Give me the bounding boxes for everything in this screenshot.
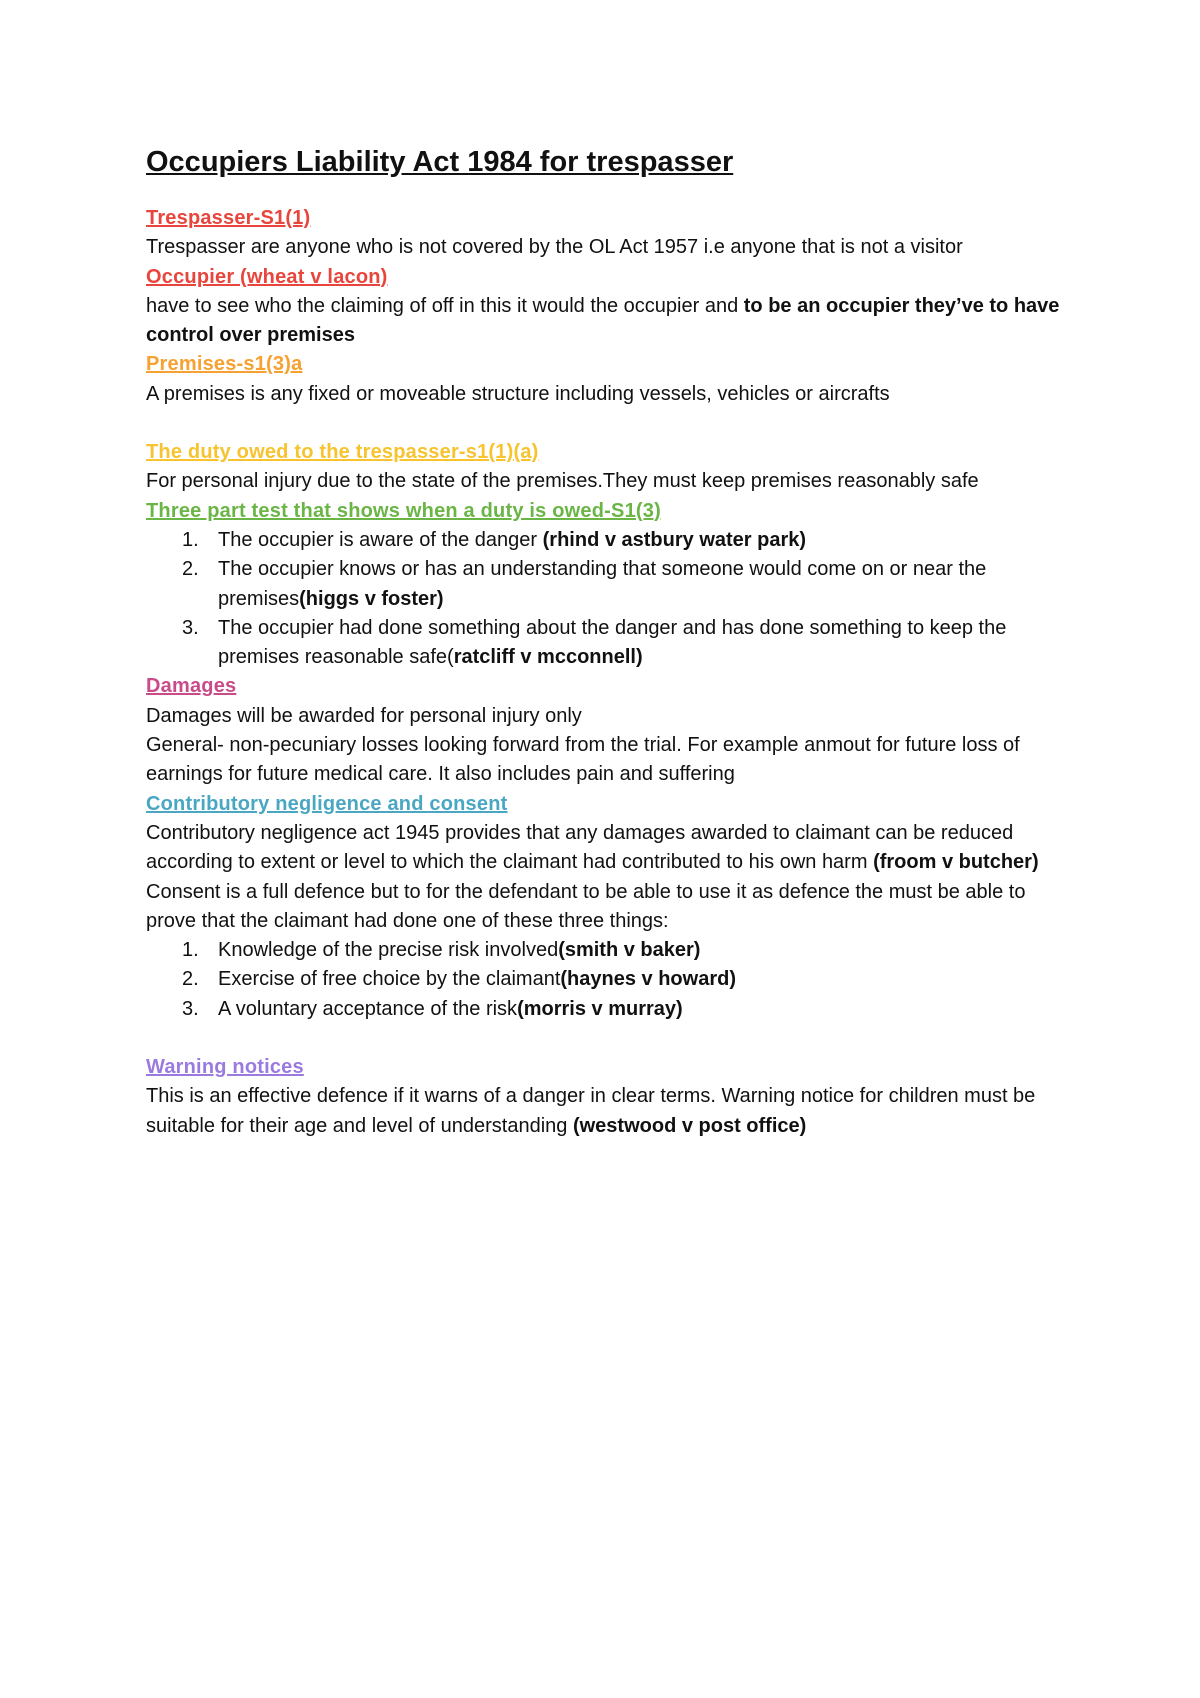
occupier-paragraph bbox=[146, 292, 1076, 351]
list-item-text: The occupier had done something about the danger and has done something to keep the premises reasonable safe( bbox=[218, 616, 1007, 669]
list-number: 2. bbox=[182, 558, 199, 581]
spacer bbox=[146, 409, 1076, 438]
heading-warning-notices: Warning notices bbox=[146, 1056, 304, 1079]
heading-premises: Premises-s1(3)a bbox=[146, 353, 303, 376]
list-item-text: Knowledge of the precise risk involved bbox=[218, 939, 559, 962]
list-item-text: The occupier is aware of the danger bbox=[218, 528, 543, 551]
case-citation: ratcliff v mcconnell) bbox=[453, 646, 643, 669]
three-part-test-list bbox=[146, 526, 1076, 672]
list-item bbox=[146, 614, 1076, 673]
list-item bbox=[146, 995, 1076, 1024]
list-item bbox=[146, 555, 1076, 614]
occupier-bold-text: to be an occupier they’ve to have control over premises bbox=[146, 294, 1060, 347]
heading-damages: Damages bbox=[146, 675, 237, 698]
case-citation: (rhind v astbury water park) bbox=[542, 528, 807, 551]
contributory-text: Contributory negligence act 1945 provides that any damages awarded to claimant can be reduced according to extent or level to which the claimant had contributed to his own harm bbox=[146, 821, 1014, 874]
case-citation: (haynes v howard) bbox=[560, 968, 736, 991]
list-number: 2. bbox=[182, 968, 199, 991]
case-citation: (westwood v post office) bbox=[572, 1114, 807, 1137]
list-item bbox=[146, 965, 1076, 994]
case-citation: (morris v murray) bbox=[517, 997, 683, 1020]
consent-text: Consent is a full defence but to for the defendant to be able to use it as defence the must be able to prove that the claimant had done one of these three things: bbox=[146, 880, 1026, 932]
heading-contributory: Contributory negligence and consent bbox=[146, 792, 508, 815]
list-item bbox=[146, 526, 1076, 555]
list-number: 1. bbox=[182, 528, 199, 551]
occupier-text: have to see who the claiming of off in this it would the occupier and bbox=[146, 294, 744, 317]
list-number: 3. bbox=[182, 997, 199, 1020]
list-number: 3. bbox=[182, 616, 199, 639]
trespasser-text: Trespasser are anyone who is not covered by the OL Act 1957 i.e anyone that is not a visitor bbox=[146, 236, 963, 259]
duty-text: For personal injury due to the state of the premises.They must keep premises reasonably safe bbox=[146, 470, 979, 493]
list-item bbox=[146, 936, 1076, 965]
warning-paragraph bbox=[146, 1082, 1076, 1141]
case-citation: (froom v butcher) bbox=[873, 851, 1039, 874]
heading-occupier: Occupier (wheat v lacon) bbox=[146, 265, 388, 288]
list-item-text: Exercise of free choice by the claimant bbox=[218, 968, 561, 991]
document-body bbox=[146, 142, 1076, 1141]
warning-text: This is an effective defence if it warns of a danger in clear terms. Warning notice for children must be suitable for their age and level of understanding bbox=[146, 1085, 1036, 1137]
damages-line-2: General- non-pecuniary losses looking forward from the trial. For example anmout for future loss of earnings for future medical care. It also includes pain and suffering bbox=[146, 734, 1020, 786]
page-title: Occupiers Liability Act 1984 for trespasser bbox=[146, 146, 734, 178]
spacer bbox=[146, 1024, 1076, 1053]
damages-line-1: Damages will be awarded for personal injury only bbox=[146, 704, 582, 727]
premises-text: A premises is any fixed or moveable structure including vessels, vehicles or aircrafts bbox=[146, 382, 890, 405]
list-item-text: The occupier knows or has an understanding that someone would come on or near the premises bbox=[218, 558, 987, 610]
consent-list bbox=[146, 936, 1076, 1024]
heading-three-part-test: Three part test that shows when a duty is owed-S1(3) bbox=[146, 499, 661, 522]
case-citation: (higgs v foster) bbox=[299, 587, 444, 610]
heading-duty: The duty owed to the trespasser-s1(1)(a) bbox=[146, 441, 539, 464]
contributory-paragraph bbox=[146, 819, 1076, 878]
list-item-text: A voluntary acceptance of the risk bbox=[218, 997, 518, 1020]
list-number: 1. bbox=[182, 939, 199, 962]
case-citation: (smith v baker) bbox=[558, 939, 701, 962]
heading-trespasser: Trespasser-S1(1) bbox=[146, 207, 311, 229]
